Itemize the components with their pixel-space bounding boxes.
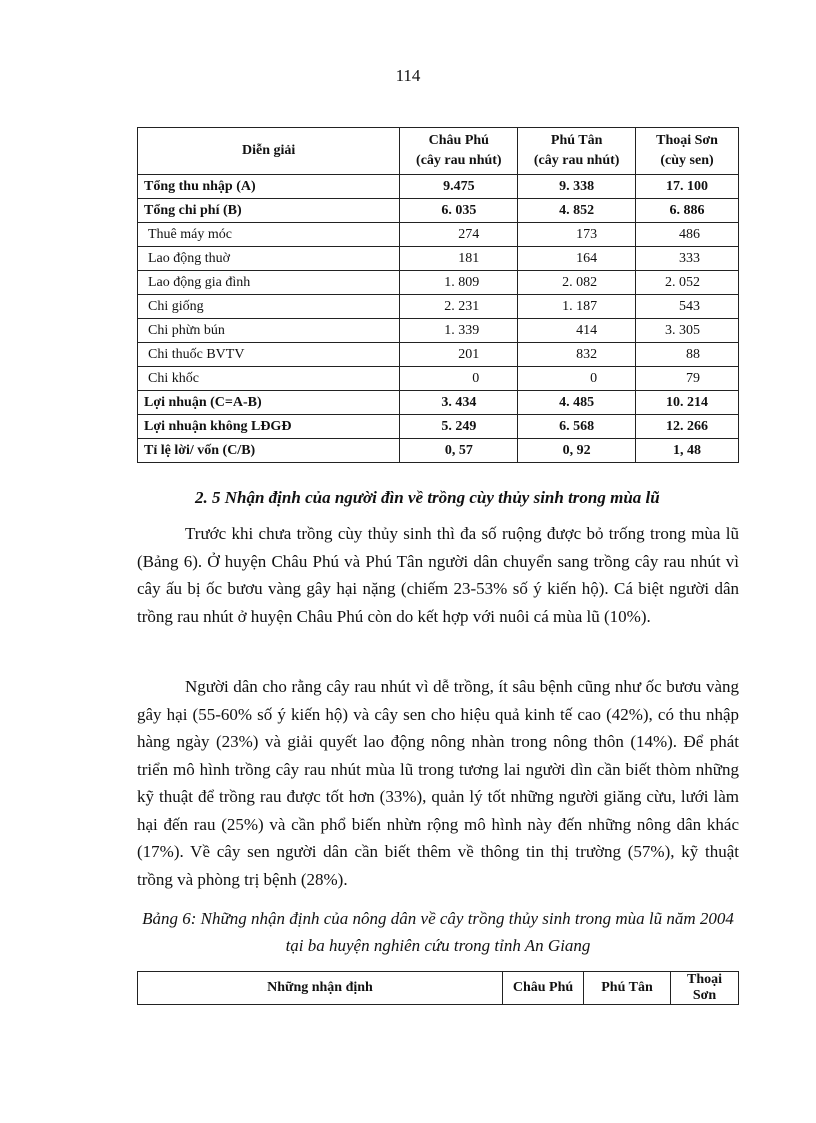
paragraph: Người dân cho rằng cây rau nhút vì dễ trồng, ít sâu bệnh cũng như ốc bươu vàng gây hại (55-60% số ý kiến hộ) và cây sen cho hiệu quả kinh tế cao (42%), có thu nhập hàng ngày (23%) và giải quyết lao động nông nhàn trong nông thôn (14%). Để phát triển mô hình trồng cây rau nhút mùa lũ trong tương lai người dìn cần biết thòm những kỹ thuật để trồng rau được tốt hơn (33%), quản lý tốt những người giăng cừu, lưới làm hại đến rau (25%) và cần phổ biến nhừn rộng mô hình này đến những nông dân khác (17%). Về cây sen người dân cần biết thêm về thông tin thị trường (57%), kỹ thuật trồng và phòng trị bệnh (28%). — [137, 677, 739, 889]
row-label: Lao động thuờ — [138, 247, 400, 271]
table-cell: 10. 214 — [636, 391, 739, 415]
row-label: Lợi nhuận không LĐGĐ — [138, 415, 400, 439]
table-cell: 1. 187 — [518, 295, 636, 319]
header-description: Diễn giải — [138, 128, 400, 175]
table-cell: 2. 052 — [636, 271, 739, 295]
table-cell: 1. 809 — [400, 271, 518, 295]
table-cell: 9.475 — [400, 175, 518, 199]
table-cell: 5. 249 — [400, 415, 518, 439]
table-cell: 9. 338 — [518, 175, 636, 199]
table-cell: 543 — [636, 295, 739, 319]
table-cell: 3. 305 — [636, 319, 739, 343]
table-row — [138, 319, 739, 343]
table-cell: 333 — [636, 247, 739, 271]
row-label: Tỉ lệ lời/ vốn (C/B) — [138, 439, 400, 463]
row-label: Chi thuốc BVTV — [138, 343, 400, 367]
table-header-row — [138, 972, 739, 1005]
table-cell: 3. 434 — [400, 391, 518, 415]
row-label: Lao động gia đình — [138, 271, 400, 295]
table-cell: 88 — [636, 343, 739, 367]
table-row — [138, 343, 739, 367]
table-row — [138, 391, 739, 415]
header-opinions: Những nhận định — [138, 972, 503, 1005]
table-cell: 6. 886 — [636, 199, 739, 223]
row-label: Tổng chi phí (B) — [138, 199, 400, 223]
row-label: Tổng thu nhập (A) — [138, 175, 400, 199]
table-cell: 1, 48 — [636, 439, 739, 463]
table-cell: 17. 100 — [636, 175, 739, 199]
table-cell: 12. 266 — [636, 415, 739, 439]
header-phu-tan: Phú Tân — [584, 972, 671, 1005]
table-cell: 486 — [636, 223, 739, 247]
header-chau-phu: Châu Phú — [503, 972, 584, 1005]
table-cell: 2. 231 — [400, 295, 518, 319]
table-cell: 6. 568 — [518, 415, 636, 439]
row-label: Lợi nhuận (C=A-B) — [138, 391, 400, 415]
paragraph: Trước khi chưa trồng cùy thủy sinh thì đa số ruộng được bỏ trống trong mùa lũ (Bảng 6). Ở huyện Châu Phú và Phú Tân người dân chuyển sang trồng cây rau nhút vì cây ấu bị ốc bươu vàng gây hại nặng (chiếm 23-53% số ý kiến hộ). Cá biệt người dân trồng rau nhút ở huyện Châu Phú còn do kết hợp với nuôi cá mùa lũ (10%). — [137, 524, 739, 626]
table-row — [138, 295, 739, 319]
table-cell: 201 — [400, 343, 518, 367]
page-number: 114 — [395, 66, 421, 85]
opinions-table — [137, 971, 739, 1005]
header-thoai-son: Thoại Sơn (cùy sen) — [636, 128, 739, 175]
table-cell: 0 — [518, 367, 636, 391]
header-phu-tan: Phú Tân (cây rau nhút) — [518, 128, 636, 175]
table-row — [138, 271, 739, 295]
cost-benefit-table — [137, 127, 739, 463]
table-row — [138, 367, 739, 391]
header-chau-phu: Châu Phú (cây rau nhút) — [400, 128, 518, 175]
row-label: Chi giống — [138, 295, 400, 319]
table-cell: 1. 339 — [400, 319, 518, 343]
table-row — [138, 247, 739, 271]
table-caption: Bảng 6: Những nhận định của nông dân về cây trồng thủy sinh trong mùa lũ năm 2004 tại ba huyện nghiên cứu trong tỉnh An Giang — [142, 909, 734, 955]
table-row — [138, 175, 739, 199]
table-cell: 4. 485 — [518, 391, 636, 415]
header-thoai-son: Thoại Sơn — [671, 972, 739, 1005]
table-row — [138, 223, 739, 247]
section-heading: 2. 5 Nhận định của người đìn về trồng cùy thủy sinh trong mùa lũ — [195, 488, 660, 507]
table-cell: 0, 92 — [518, 439, 636, 463]
table-cell: 164 — [518, 247, 636, 271]
table-cell: 173 — [518, 223, 636, 247]
table-cell: 2. 082 — [518, 271, 636, 295]
row-label: Chi phừn bún — [138, 319, 400, 343]
table-row — [138, 415, 739, 439]
table-cell: 4. 852 — [518, 199, 636, 223]
table-cell: 6. 035 — [400, 199, 518, 223]
table-cell: 0 — [400, 367, 518, 391]
table-row — [138, 199, 739, 223]
row-label: Thuê máy móc — [138, 223, 400, 247]
table-cell: 0, 57 — [400, 439, 518, 463]
table-header-row — [138, 128, 739, 175]
table-cell: 414 — [518, 319, 636, 343]
table-cell: 79 — [636, 367, 739, 391]
table-cell: 274 — [400, 223, 518, 247]
row-label: Chi khốc — [138, 367, 400, 391]
table-cell: 832 — [518, 343, 636, 367]
table-cell: 181 — [400, 247, 518, 271]
table-row — [138, 439, 739, 463]
